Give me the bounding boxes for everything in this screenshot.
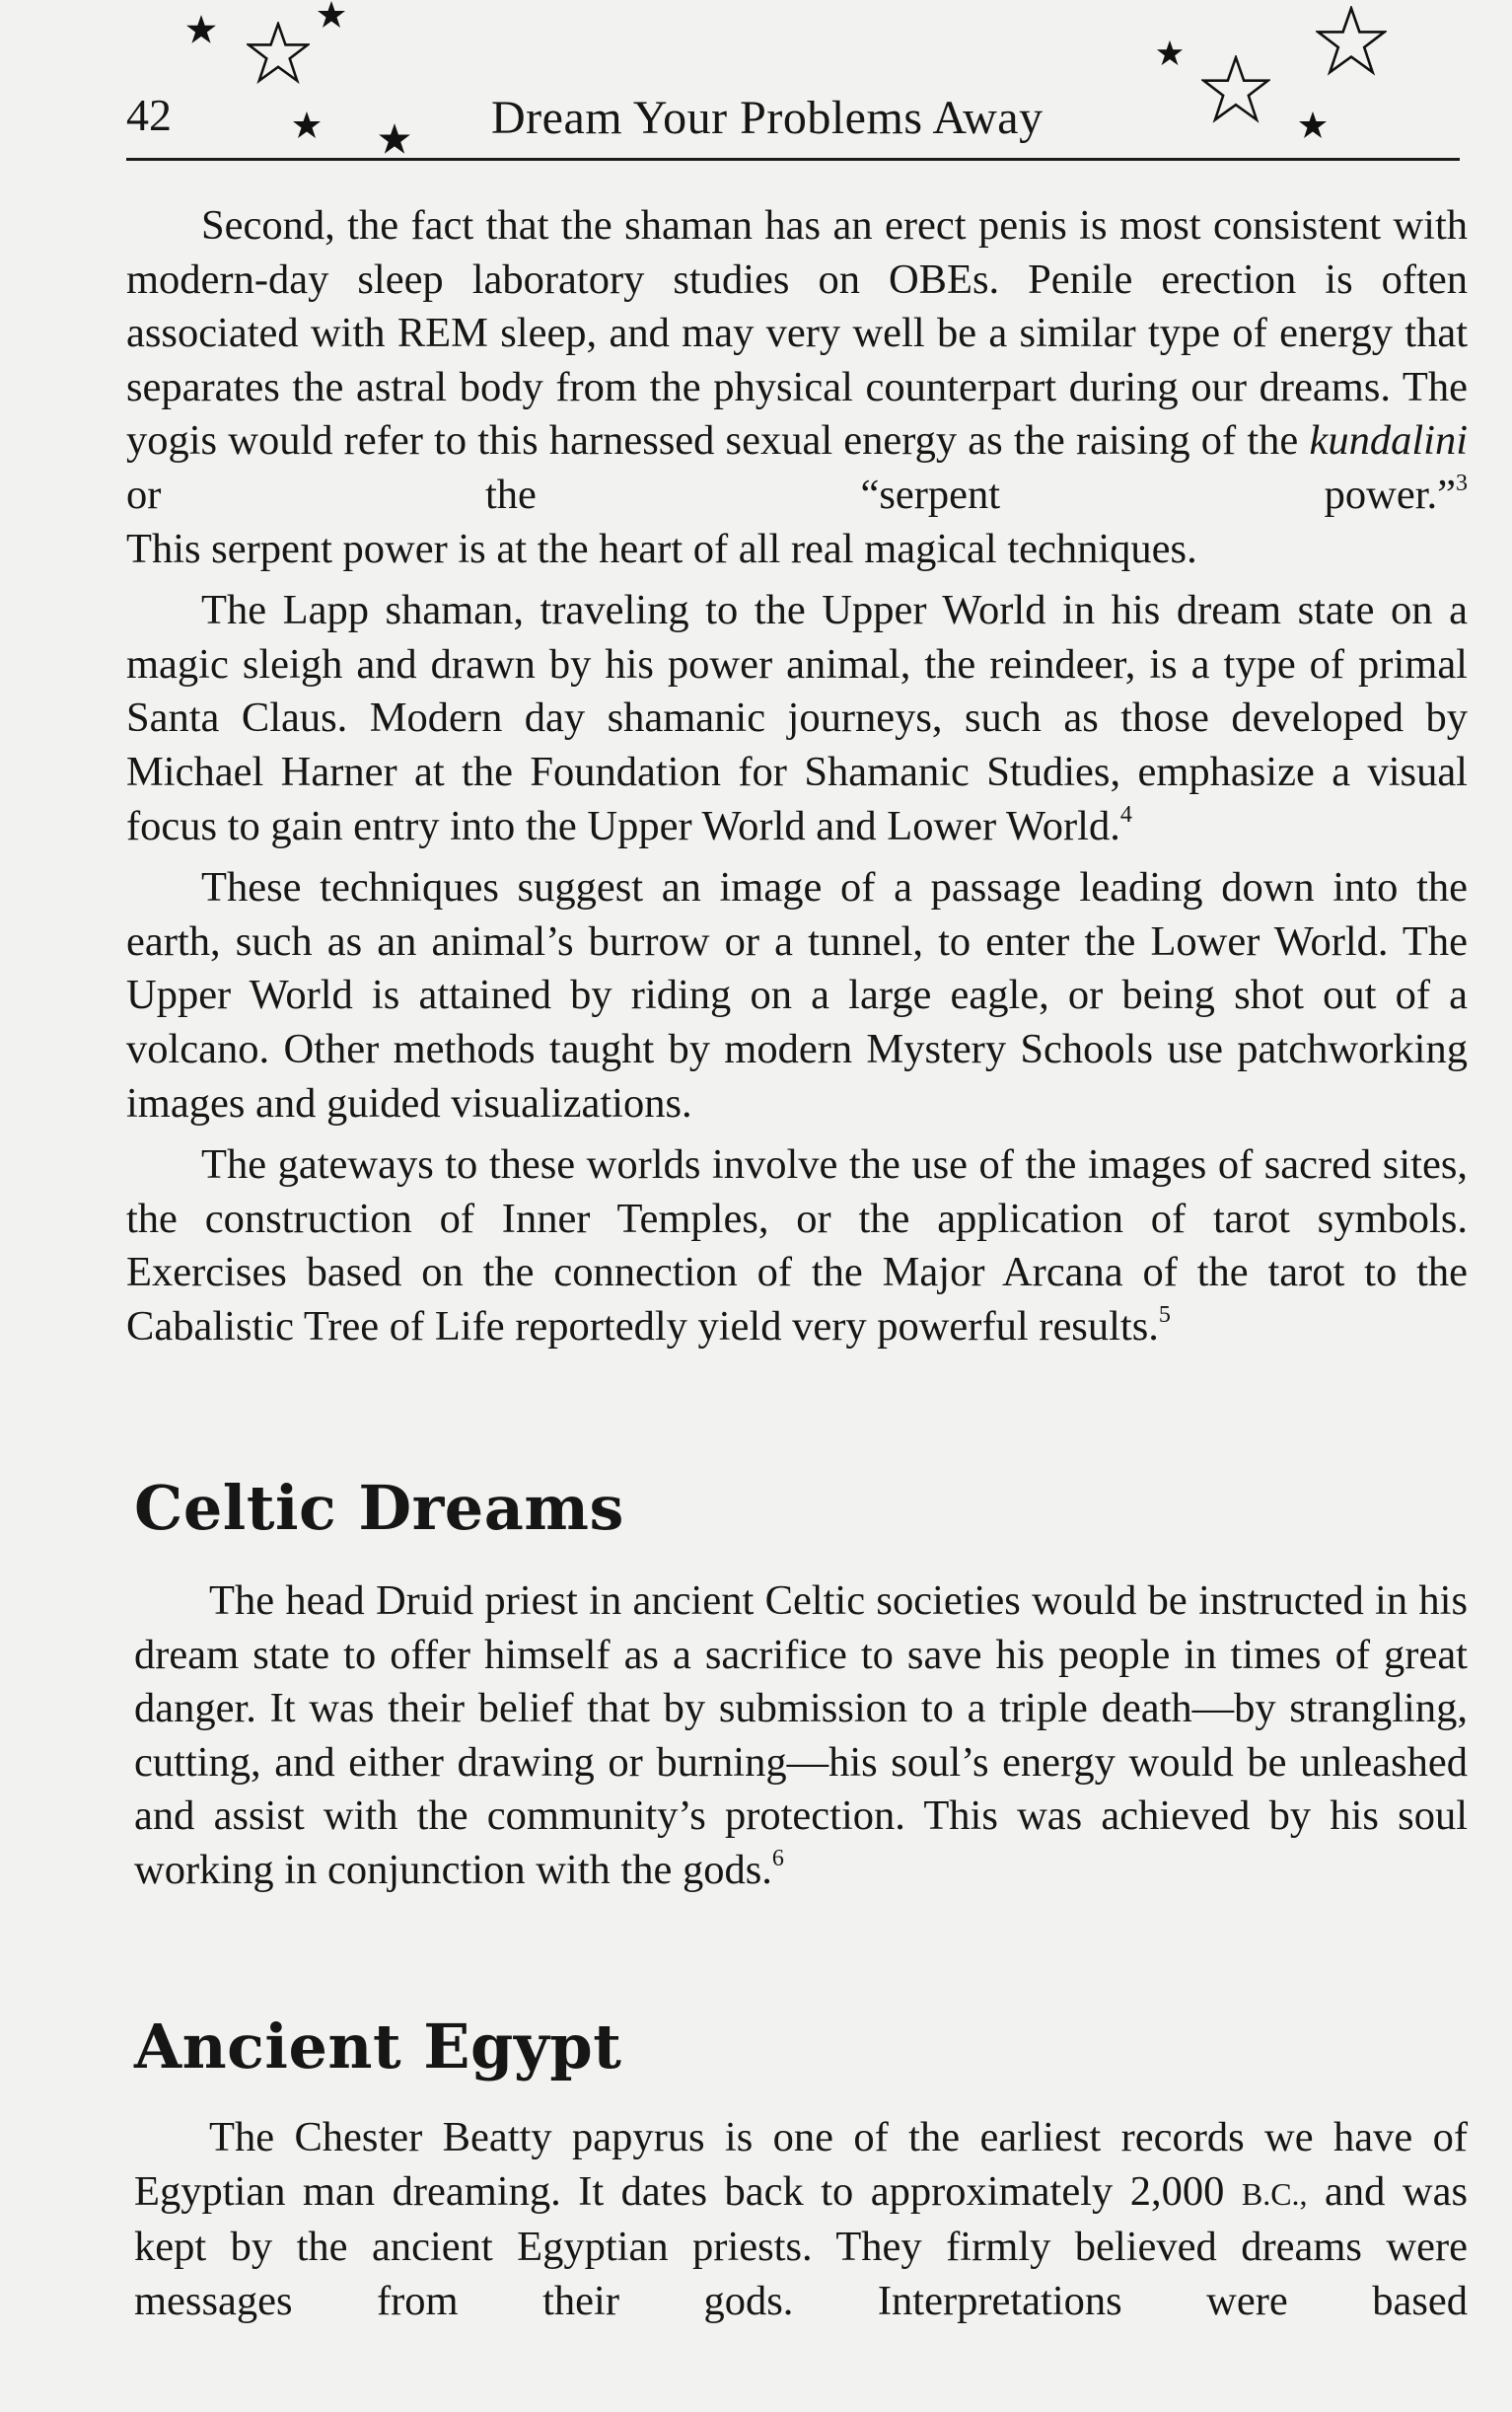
section-heading-celtic: Celtic Dreams	[134, 1472, 624, 1544]
section-heading-egypt: Ancient Egypt	[134, 2010, 622, 2083]
star-icon	[1298, 110, 1328, 140]
paragraph-text: The Lapp shaman, traveling to the Upper World in his dream state on a magic sleigh and drawn by his power animal, the reindeer, is a type of primal Santa Claus. Modern day shamanic journeys, such as those developed by Michael Harner at the Foundation for Shamanic Studies, emphasize a visual focus to gain entry into the Upper World and Lower World.	[126, 587, 1468, 849]
paragraph-celtic	[134, 1574, 1468, 1898]
star-icon	[1156, 39, 1184, 67]
body-text-block	[126, 199, 1468, 1353]
running-header	[126, 0, 1460, 166]
paragraph-text: The gateways to these worlds involve the use of the images of sacred sites, the construction of Inner Temples, or the application of tarot symbols. Exercises based on the connection of the Major Arcana of the tarot to the Cabalistic Tree of Life reportedly yield very powerful results.	[126, 1141, 1468, 1350]
small-caps-era: B.C.,	[1241, 2175, 1308, 2212]
paragraph-text: Second, the fact that the shaman has an erect penis is most consistent with modern-day sleep laboratory studies on OBEs. Penile erection is often associated with REM sleep, and may very well be a similar type of energy that separates the astral body from the physical counterpart during our dreams. The yogis would refer to this harnessed sexual energy as the raising of the	[126, 202, 1468, 465]
paragraph-egypt	[134, 2111, 1468, 2328]
egypt-text-block	[134, 2111, 1468, 2328]
footnote-marker: 5	[1158, 1301, 1171, 1328]
star-outline-icon	[1201, 55, 1270, 124]
paragraph-lapp-shaman	[126, 584, 1468, 853]
paragraph-serpent-power	[126, 199, 1468, 523]
footnote-marker: 3	[1456, 470, 1468, 496]
italic-term: kundalini	[1309, 417, 1469, 465]
footnote-marker: 6	[771, 1845, 784, 1871]
running-title: Dream Your Problems Away	[491, 92, 1044, 144]
header-rule	[126, 158, 1460, 161]
paragraph-text: The head Druid priest in ancient Celtic societies would be instructed in his dream state to offer himself as a sacrifice to save his people in times of great danger. It was their belief that by submission to a triple death—by strangling, cutting, and either drawing or burning—his soul’s energy would be unleashed and assist with the community’s protection. This was achieved by his soul working in conjunction with the gods.	[134, 1577, 1468, 1893]
star-icon	[292, 110, 322, 140]
page-number: 42	[126, 90, 172, 140]
star-icon	[317, 0, 346, 30]
footnote-marker: 4	[1119, 801, 1132, 828]
paragraph-gateways	[126, 1138, 1468, 1353]
paragraph-text: and was kept by the ancient Egyptian priests. They firmly believed dreams were messages from their gods. Interpretations were based	[134, 2167, 1468, 2324]
star-outline-icon	[1316, 6, 1387, 77]
paragraph-tail: This serpent power is at the heart of all real magical techniques.	[126, 525, 1197, 572]
paragraph-techniques: These techniques suggest an image of a passage leading down into the earth, such as an animal’s burrow or a tunnel, to enter the Lower World. The Upper World is attained by riding on a large eagle, or being shot out of a volcano. Other methods taught by modern Mystery Schools use patchworking images and guided visualizations.	[126, 864, 1468, 1127]
star-icon	[185, 14, 217, 45]
star-outline-icon	[247, 22, 310, 85]
celtic-text-block	[134, 1574, 1468, 1898]
star-icon	[378, 122, 411, 156]
paragraph-text: or the “serpent power.”	[126, 471, 1456, 518]
paragraph-text: The Chester Beatty papyrus is one of the earliest records we have of Egyptian man dreaming. It dates back to approximately 2,000	[134, 2114, 1468, 2215]
